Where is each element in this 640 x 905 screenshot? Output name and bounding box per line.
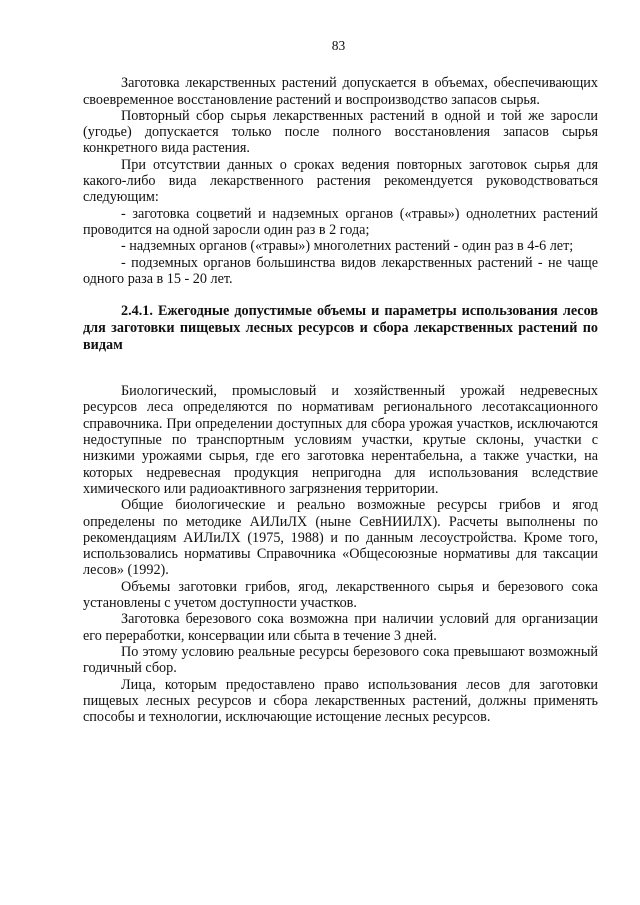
section-heading: 2.4.1. Ежегодные допустимые объемы и параметры использования лесов для заготовки пищевых лесных ресурсов и сбора лекарственных растений по видам [83, 303, 598, 354]
section-harvest-rules [83, 75, 598, 287]
page-number: 83 [331, 38, 346, 53]
paragraph: Биологический, промысловый и хозяйственный урожай недревесных ресурсов леса определяются по нормативам регионального лесотаксационного справочника. При определении доступных для сбора урожая участков, исключаются недоступные по транспортным условиям участки, крутые склоны, участки с низкими урожаями сырья, где его заготовка нерентабельна, а также участки, на которых недревесная продукция непригодна для использования вследствие химического или радиоактивного загрязнения территории. [83, 383, 598, 497]
paragraph: Заготовка березового сока возможна при наличии условий для организации его переработки, консервации или сбыта в течение 3 дней. [83, 611, 598, 644]
paragraph: По этому условию реальные ресурсы березового сока превышают возможный годичный сбор. [83, 643, 598, 677]
paragraph: Повторный сбор сырья лекарственных растений в одной и той же заросли (угодье) допускается только после полного восстановления запасов сырья конкретного вида растения. [83, 107, 598, 157]
paragraph: Объемы заготовки грибов, ягод, лекарственного сырья и березового сока установлены с учетом доступности участков. [83, 578, 598, 612]
list-item: - подземных органов большинства видов лекарственных растений - не чаще одного раза в 15 - 20 лет. [83, 254, 598, 287]
paragraph: Общие биологические и реально возможные ресурсы грибов и ягод определены по методике АИЛиЛХ (ныне СевНИИЛХ). Расчеты выполнены по рекомендациям АИЛиЛХ (1975, 1988) и по данным лесоустройства. Кроме того, использовались нормативы Справочника «Общесоюзные нормативы для таксации лесов» (1992). [83, 497, 598, 579]
paragraph: При отсутствии данных о сроках ведения повторных заготовок сырья для какого-либо вида лекарственного растения рекомендуется руководствоваться следующим: [83, 156, 598, 206]
section-forest-resources [83, 383, 598, 725]
list-item: - надземных органов («травы») многолетних растений - один раз в 4-6 лет; [121, 238, 574, 255]
paragraph: Заготовка лекарственных растений допускается в объемах, обеспечивающих своевременное восстановление растений и воспроизводство запасов сырья. [83, 75, 598, 108]
spacer [83, 354, 598, 383]
paragraph: Лица, которым предоставлено право использования лесов для заготовки пищевых лесных ресурсов и сбора лекарственных растений, должны применять способы и технологии, исключающие истощение лесных ресурсов. [83, 676, 598, 726]
list-item: - заготовка соцветий и надземных органов («травы») однолетних растений проводится на одной заросли один раз в 2 года; [83, 205, 598, 238]
